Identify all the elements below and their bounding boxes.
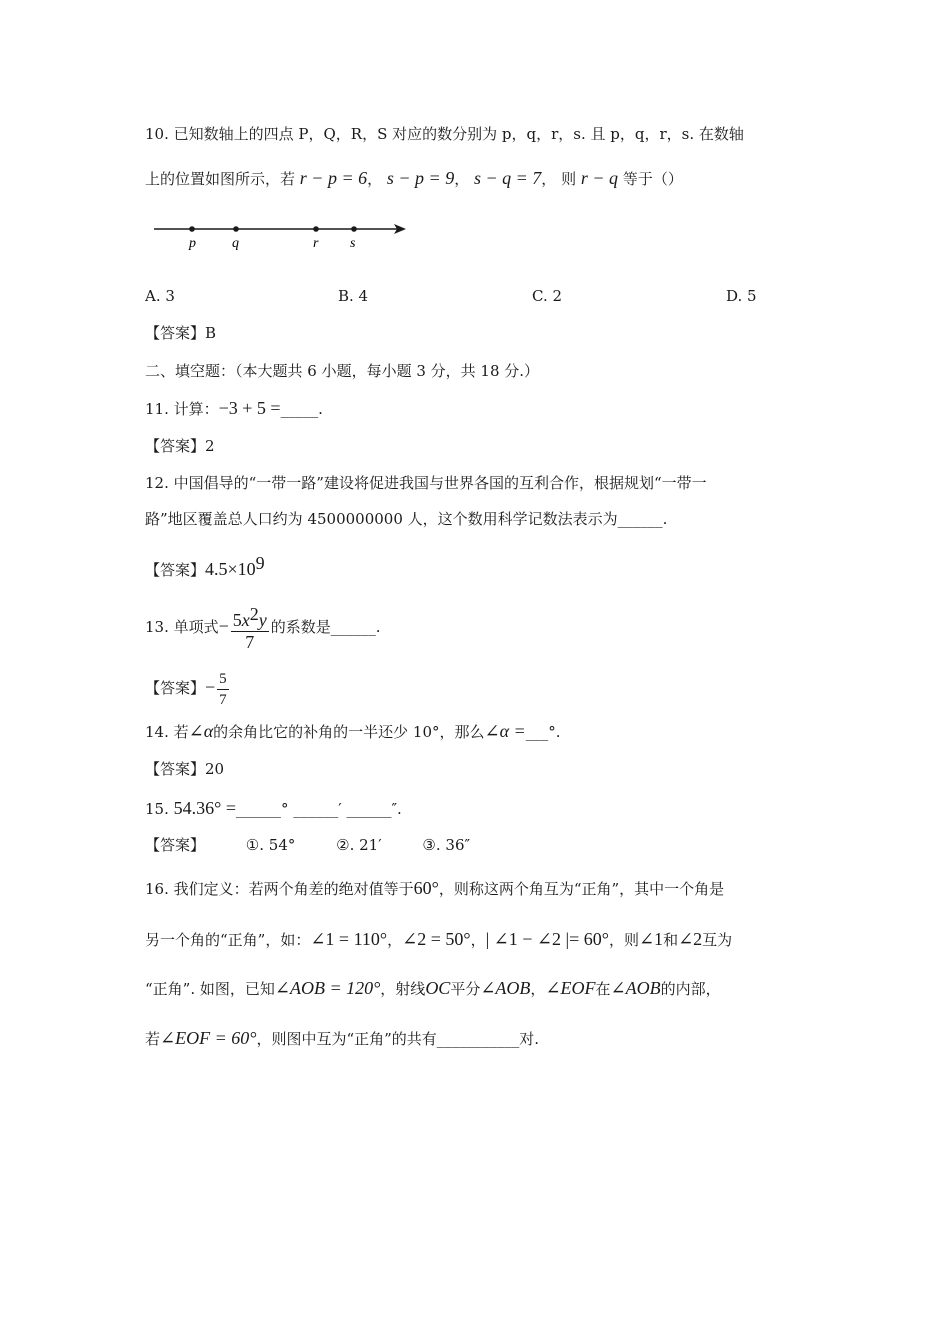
q11-line: 11. 计算：−3 + 5 =_____.: [145, 398, 323, 418]
point-s: [351, 226, 357, 232]
q10-option-b: B. 4: [338, 287, 369, 305]
q13-fraction: $\frac{5x^2y}{7}$: [232, 604, 267, 652]
q10-eq1: r − p = 6: [299, 168, 368, 188]
q10-eq3: s − q = 7: [473, 168, 542, 188]
q13-line: 13. 单项式− $\frac{5x^2y}{7}$ 的系数是______.: [145, 604, 381, 652]
point-p: [189, 226, 195, 232]
q13-answer-fraction: $\frac{5}{7}$: [219, 670, 227, 708]
q16-line2: 另一个角的“正角”，如：∠1 = 110°，∠2 = 50°，| ∠1 − ∠2 |= 60°，则∠1和∠2互为: [145, 929, 733, 949]
q12-answer: 【答案】$4.5\times 10^9$: [145, 553, 265, 579]
q10-option-d: D. 5: [726, 287, 757, 305]
number-line-figure: [150, 215, 415, 255]
q10-ask-expr: r − q: [580, 168, 619, 188]
q11-answer: 【答案】2: [145, 437, 215, 455]
q16-line4: 若∠EOF = 60°，则图中互为“正角”的共有___________对.: [145, 1028, 540, 1048]
q12-line1: 12. 中国倡导的“一带一路”建设将促进我国与世界各国的互利合作，根据规划“一带一: [145, 474, 707, 492]
section-heading: 二、填空题：（本大题共 6 小题，每小题 3 分，共 18 分.）: [145, 362, 540, 380]
point-q: [233, 226, 239, 232]
q11-expr: −3 + 5 =: [218, 398, 281, 418]
label-r: r: [313, 236, 319, 251]
q10-eq2: s − p = 9: [386, 168, 455, 188]
point-r: [313, 226, 319, 232]
q10-line1: 10. 已知数轴上的四点 P，Q，R，S 对应的数分别为 p，q，r，s. 且 p，q，r，s. 在数轴: [145, 125, 744, 143]
label-s: s: [350, 236, 356, 251]
q10-option-c: C. 2: [532, 287, 563, 305]
q10-answer: 【答案】B: [145, 324, 217, 342]
q14-line: 14. 若∠α的余角比它的补角的一半还少 10°，那么∠α =___°.: [145, 721, 561, 741]
q16-line1: 16. 我们定义：若两个角差的绝对值等于60°，则称这两个角互为“正角”，其中一个角是: [145, 878, 725, 898]
q13-answer: 【答案】− $\frac{5}{7}$: [145, 670, 227, 708]
q16-line3: “正角”. 如图，已知∠AOB = 120°，射线OC平分∠AOB，∠EOF在∠AOB的内部，: [145, 978, 721, 998]
q12-line2: 路”地区覆盖总人口约为 4500000000 人，这个数用科学记数法表示为______.: [145, 510, 668, 528]
q10-option-a: A. 3: [145, 287, 175, 305]
q14-answer: 【答案】20: [145, 760, 225, 778]
label-p: p: [189, 236, 196, 251]
label-q: q: [232, 236, 239, 251]
q15-answer: 【答案】 ①. 54° ②. 21′ ③. 36″: [145, 836, 471, 854]
q15-line: 15. 54.36° =______° ______′ ______″.: [145, 798, 402, 818]
q10-line2: 上的位置如图所示，若 r − p = 6， s − p = 9， s − q = 7， 则 r − q 等于（）: [145, 168, 683, 188]
